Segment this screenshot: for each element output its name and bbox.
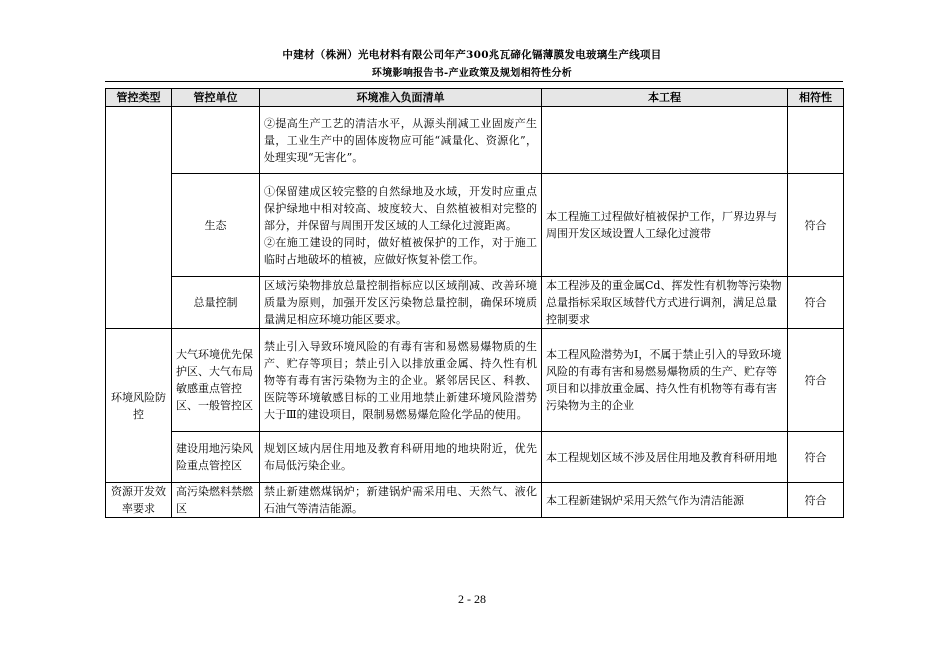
header-rule [105, 81, 843, 82]
project-cell-empty [542, 107, 788, 174]
col-header-project: 本工程 [542, 89, 788, 107]
conformity-cell: 符合 [788, 329, 844, 432]
control-unit-cell: 大气环境优先保护区、大气布局敏感重点管控区、一般管控区 [172, 329, 260, 432]
requirement-cell: 禁止引入导致环境风险的有毒有害和易燃易爆物质的生产、贮存等项目；禁止引入以排放重金属、持久性有机物等有毒有害污染物为主的企业。紧邻居民区、科教、医院等环境敏感目标的工业用地禁止新建环境风险潜势大于Ⅲ的建设项目，限制易燃易爆危险化学品的使用。 [260, 329, 542, 432]
control-unit-cell: 总量控制 [172, 277, 260, 329]
project-cell: 本工程新建锅炉采用天然气作为清洁能源 [542, 483, 788, 518]
control-unit-cell-empty [172, 107, 260, 174]
table-row [106, 107, 844, 174]
control-unit-cell: 建设用地污染风险重点管控区 [172, 432, 260, 483]
requirement-cell [260, 174, 542, 277]
conformity-cell: 符合 [788, 432, 844, 483]
conformity-cell: 符合 [788, 277, 844, 329]
table-row [106, 277, 844, 329]
conformity-cell: 符合 [788, 174, 844, 277]
control-type-cell: 环境风险防控 [106, 329, 172, 483]
conformity-cell-empty [788, 107, 844, 174]
table-row [106, 483, 844, 518]
requirement-item: ①保留建成区较完整的自然绿地及水域，开发时应重点保护绿地中相对较高、坡度较大、自然植被相对完整的部分，并保留与周围开发区域的人工绿化过渡距离。 [264, 184, 537, 232]
col-header-control-type: 管控类型 [106, 89, 172, 107]
table-header-row [106, 89, 844, 107]
requirement-cell: ②提高生产工艺的清洁水平，从源头削减工业固废产生量，工业生产中的固体废物应可能“减量化、资源化”，处理实现“无害化”。 [260, 107, 542, 174]
project-cell: 本工程规划区域不涉及居住用地及教育科研用地 [542, 432, 788, 483]
table-row [106, 174, 844, 277]
project-cell: 本工程涉及的重金属Cd、挥发性有机物等污染物总量指标采取区域替代方式进行调剂，满足总量控制要求 [542, 277, 788, 329]
requirement-item: ②在施工建设的同时，做好植被保护的工作，对于施工临时占地破坏的植被，应做好恢复补偿工作。 [264, 235, 537, 266]
policy-conformity-table [105, 88, 844, 518]
table-row [106, 432, 844, 483]
col-header-conformity: 相符性 [788, 89, 844, 107]
table-row [106, 329, 844, 432]
control-unit-cell: 高污染燃料禁燃区 [172, 483, 260, 518]
col-header-negative-list: 环境准入负面清单 [260, 89, 542, 107]
document-subtitle: 环境影响报告书-产业政策及规划相符性分析 [371, 68, 573, 79]
requirement-cell: 规划区域内居住用地及教育科研用地的地块附近，优先布局低污染企业。 [260, 432, 542, 483]
requirement-cell: 禁止新建燃煤锅炉；新建锅炉需采用电、天然气、液化石油气等清洁能源。 [260, 483, 542, 518]
control-type-cell: 资源开发效率要求 [106, 483, 172, 518]
conformity-cell: 符合 [788, 483, 844, 518]
document-title: 中建材（株洲）光电材料有限公司年产300兆瓦碲化镉薄膜发电玻璃生产线项目 [282, 49, 662, 61]
page-number: 2 - 28 [458, 592, 486, 606]
control-type-cell-empty [106, 107, 172, 329]
project-cell: 本工程施工过程做好植被保护工作，厂界边界与周围开发区域设置人工绿化过渡带 [542, 174, 788, 277]
control-unit-cell: 生态 [172, 174, 260, 277]
col-header-control-unit: 管控单位 [172, 89, 260, 107]
requirement-cell: 区域污染物排放总量控制指标应以区域削减、改善环境质量为原则，加强开发区污染物总量控制，确保环境质量满足相应环境功能区要求。 [260, 277, 542, 329]
project-cell: 本工程风险潜势为Ⅰ，不属于禁止引入的导致环境风险的有毒有害和易燃易爆物质的生产、贮存等项目和以排放重金属、持久性有机物等有毒有害污染物为主的企业 [542, 329, 788, 432]
